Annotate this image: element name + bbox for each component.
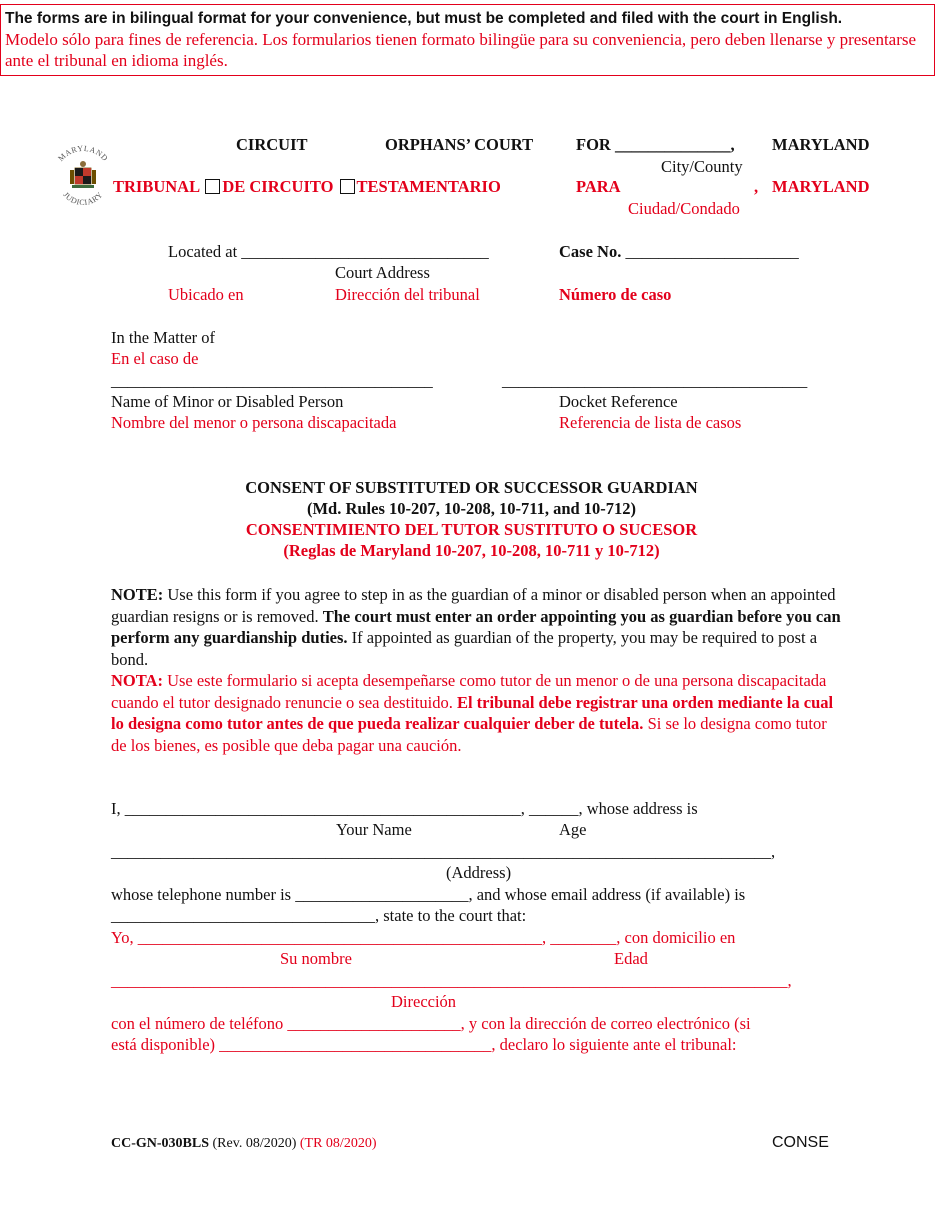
case-number-field[interactable] [559, 242, 799, 262]
en-el-caso-label: En el caso de [111, 349, 199, 368]
state-label-es: MARYLAND [772, 177, 870, 196]
phone-email-line-es[interactable]: con el número de teléfono _____________________, y con la dirección de correo electrónico (si [111, 1014, 751, 1033]
form-rules-en: (Md. Rules 10-207, 10-208, 10-711, and 10-712) [306, 499, 637, 518]
form-id: CC-GN-030BLS [111, 1136, 210, 1151]
circuit-label-es: DE CIRCUITO [222, 177, 334, 196]
minor-name-label-es: Nombre del menor o persona discapacitada [111, 413, 397, 432]
city-county-label: City/County [661, 157, 743, 176]
tribunal-text: TRIBUNAL [113, 177, 200, 196]
circuit-label-en: CIRCUIT [236, 135, 308, 154]
edad-label: Edad [614, 949, 648, 968]
form-rules-es: (Reglas de Maryland 10-207, 10-208, 10-711 y 10-712) [283, 541, 660, 560]
su-nombre-label: Su nombre [280, 949, 352, 968]
direccion-tribunal-label: Dirección del tribunal [335, 285, 480, 304]
email-state-line-en[interactable]: ________________________________, state to the court that: [111, 906, 527, 925]
minor-name-label-en: Name of Minor or Disabled Person [111, 392, 344, 411]
svg-text:JUDICIARY [61, 190, 104, 207]
form-title-en: CONSENT OF SUBSTITUTED OR SUCCESSOR GUARDIAN [245, 478, 698, 497]
your-name-label: Your Name [336, 820, 412, 839]
note-en-text2: If appointed as guardian of the property, you may be required to post a bond. [111, 628, 818, 669]
tribunal-label-es [113, 177, 501, 197]
docket-label-es: Referencia de lista de casos [559, 413, 742, 432]
note-en-text1: Use this form if you agree to step in as the guardian of a minor or disabled person when an appointed guardian resigns or is removed. [111, 585, 836, 626]
docket-label-en: Docket Reference [559, 392, 678, 411]
note-en-paragraph [111, 584, 841, 670]
orphans-court-label-en: ORPHANS’ COURT [385, 135, 534, 154]
address-field-es[interactable]: __________________________________________________________________________________, [111, 971, 792, 990]
for-county-blank-en: FOR ______________, [576, 135, 735, 154]
state-label-en: MARYLAND [772, 135, 870, 154]
form-translation-revision: (TR 08/2020) [299, 1136, 377, 1151]
address-field-en[interactable]: ________________________________________________________________________________, [111, 842, 776, 861]
banner-english-text: The forms are in bilingual format for your convenience, but must be completed and filed with the court in English. [5, 10, 843, 27]
name-age-address-line-es[interactable]: Yo, _________________________________________________, ________, con domicilio en [111, 928, 736, 947]
maryland-judiciary-seal-icon [48, 140, 118, 210]
svg-text:MARYLAND [56, 144, 109, 163]
phone-email-line-en[interactable]: whose telephone number is _____________________, and whose email address (if available) is [111, 885, 746, 904]
ubicado-en-label: Ubicado en [168, 285, 244, 304]
orphans-court-checkbox[interactable] [340, 179, 355, 194]
ciudad-condado-label: Ciudad/Condado [628, 199, 740, 218]
form-id-footer [111, 1134, 376, 1154]
in-the-matter-label: In the Matter of [111, 328, 216, 347]
para-label-es: PARA [576, 177, 621, 196]
note-es-text2: Si se lo designa como tutor de los bienes, es posible que deba pagar una caución. [111, 714, 827, 755]
note-es-paragraph [111, 670, 841, 756]
form-revision: (Rev. 08/2020) [209, 1136, 300, 1151]
case-number-blank: _____________________ [625, 242, 799, 261]
located-at-field[interactable]: Located at ______________________________ [168, 242, 489, 261]
docket-reference-field[interactable]: _____________________________________ [502, 371, 808, 390]
seal-bottom-text: JUDICIARY [61, 190, 105, 208]
note-es-label: NOTA: [111, 671, 163, 690]
note-es-bold: El tribunal debe registrar una orden mediante la cual lo designa como tutor antes de que pueda realizar cualquier deber de tutela. [111, 692, 834, 733]
direccion-label: Dirección [391, 992, 457, 1011]
age-label: Age [559, 820, 587, 839]
form-short-name: CONSE [772, 1134, 829, 1151]
court-address-label: Court Address [335, 263, 430, 282]
circuit-court-checkbox[interactable] [205, 179, 220, 194]
email-state-line-es[interactable]: está disponible) _________________________________, declaro lo siguiente ante el tribunal: [111, 1035, 737, 1054]
banner-spanish-text: Modelo sólo para fines de referencia. Los formularios tienen formato bilingüe para su conveniencia, pero deben llenarse y presentarse ante el tribunal en idioma inglés. [5, 30, 917, 70]
bilingual-notice-banner [0, 4, 935, 76]
note-en-bold: The court must enter an order appointing you as guardian before you can perform any guardianship duties. [111, 606, 841, 647]
minor-name-field[interactable]: _______________________________________ [111, 371, 433, 390]
note-es-text1: Use este formulario si acepta desempeñarse como tutor de un menor o de una persona discapacitada cuando el tutor designado renuncie o sea destituido. [111, 671, 827, 712]
orphans-label-es: TESTAMENTARIO [356, 177, 501, 196]
numero-caso-label: Número de caso [559, 285, 672, 304]
note-en-label: NOTE: [111, 585, 164, 604]
seal-top-text: MARYLAND [56, 143, 110, 164]
name-age-address-line-en[interactable]: I, ________________________________________________, ______, whose address is [111, 799, 698, 818]
form-title-es: CONSENTIMIENTO DEL TUTOR SUSTITUTO O SUCESOR [245, 520, 698, 539]
comma-es: , [754, 177, 759, 196]
case-number-label: Case No. [559, 242, 622, 261]
address-label-en: (Address) [446, 863, 512, 882]
